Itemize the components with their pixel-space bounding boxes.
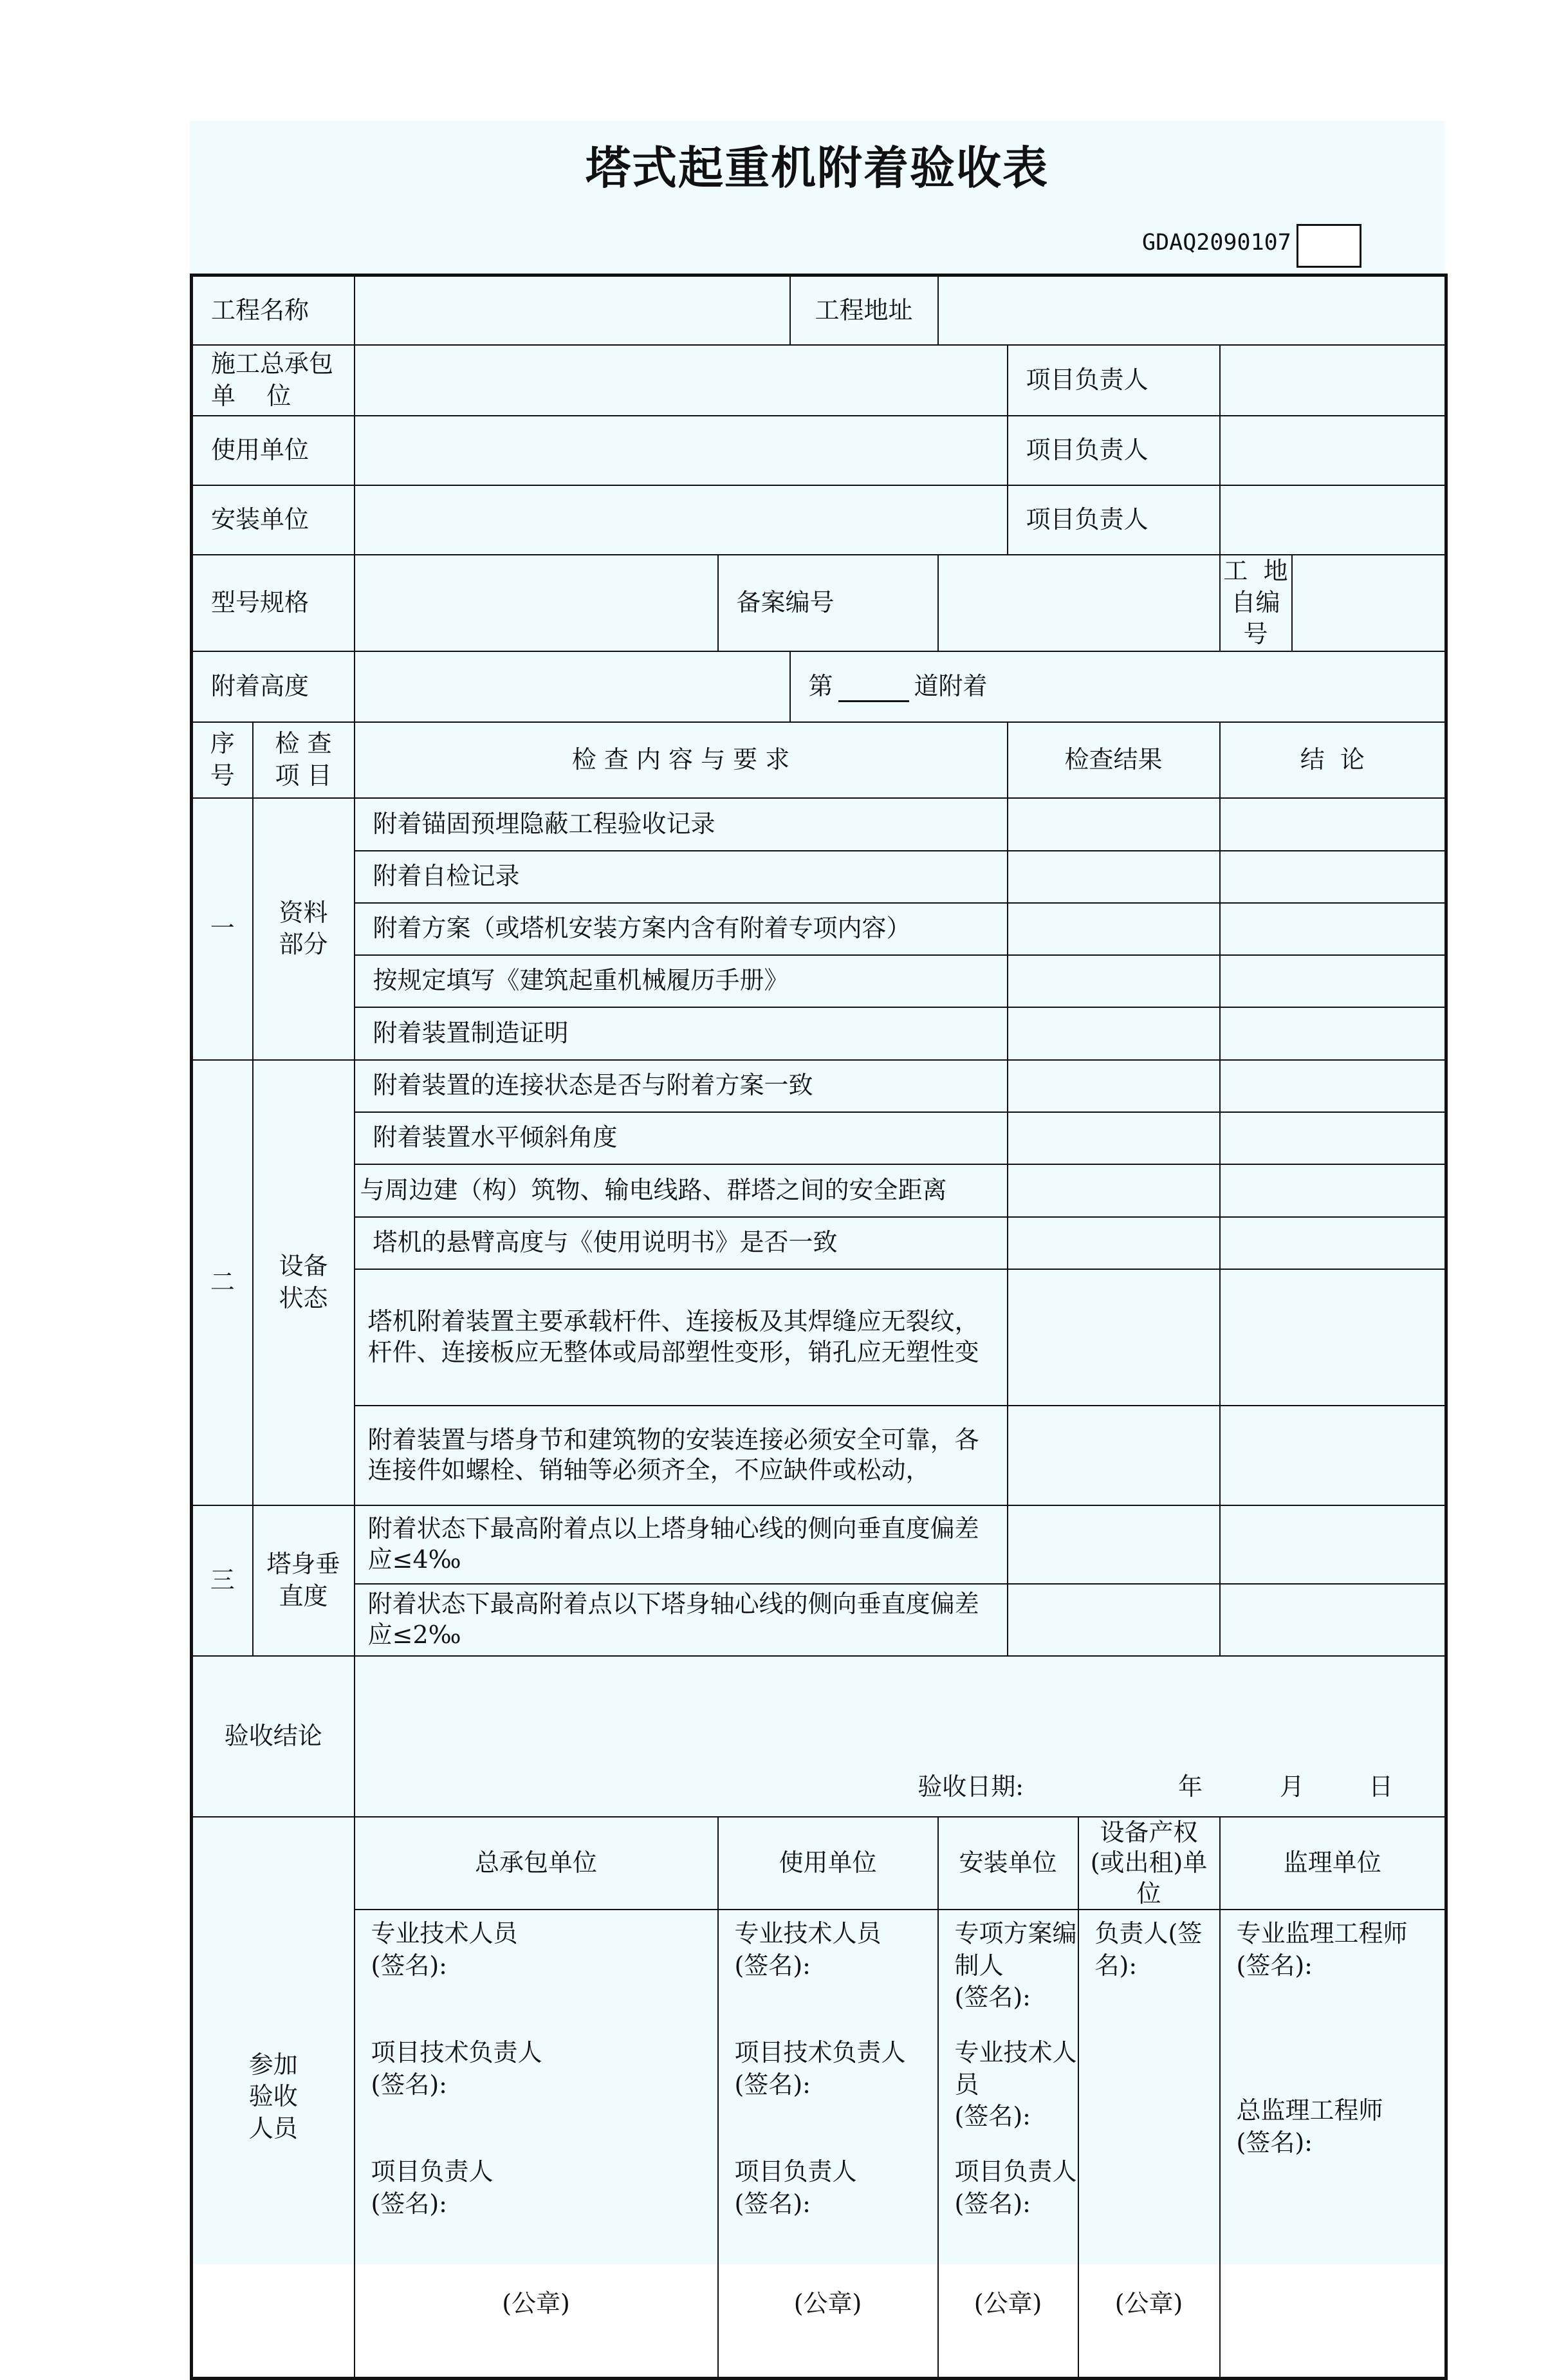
unit-equipment-owner: 设备产权 (或出租)单位 (1078, 1817, 1220, 1910)
table-row (192, 1060, 1446, 1112)
table-row (192, 1164, 1446, 1217)
conclusion-field[interactable] (1220, 1406, 1446, 1505)
attach-count: 第 道附着 (790, 651, 1446, 722)
result-field[interactable] (1008, 955, 1220, 1007)
acceptance-day: 日 (1369, 1772, 1394, 1801)
model-spec-label: 型号规格 (192, 555, 355, 651)
section-3-num: 三 (192, 1505, 253, 1656)
conclusion-field[interactable] (1220, 1007, 1446, 1060)
sig-tech-staff: 专业技术人员 (签名): (954, 2038, 1077, 2130)
sig-tech-leader: 项目技术负责人 (签名): (371, 2038, 542, 2099)
install-unit-field[interactable] (355, 485, 1008, 555)
unit-installer: 安装单位 (938, 1817, 1078, 1910)
seal-installer: (公章) (973, 2289, 1042, 2318)
seal-equipment-owner: (公章) (1114, 2289, 1183, 2318)
sig-tech-leader: 项目技术负责人 (签名): (734, 2038, 906, 2099)
row-acceptance (192, 1656, 1446, 1817)
header-conclusion: 结 论 (1220, 722, 1446, 798)
project-address-label: 工程地址 (790, 275, 938, 345)
row-project-name (192, 275, 1446, 345)
conclusion-field[interactable] (1220, 1505, 1446, 1584)
general-contractor-field[interactable] (355, 345, 1008, 416)
result-field[interactable] (1008, 1406, 1220, 1505)
conclusion-field[interactable] (1220, 798, 1446, 851)
table-row (192, 798, 1446, 851)
project-leader-label-1: 项目负责人 (1008, 345, 1220, 416)
check-item: 附着锚固预埋隐蔽工程验收记录 (355, 798, 1008, 851)
check-item: 附着状态下最高附着点以上塔身轴心线的侧向垂直度偏差 应≤4‰ (355, 1505, 1008, 1584)
result-field[interactable] (1008, 1164, 1220, 1217)
form-title: 塔式起重机附着验收表 (586, 142, 1049, 194)
unit-supervisor: 监理单位 (1220, 1817, 1446, 1910)
check-item: 按规定填写《建筑起重机械履历手册》 (355, 955, 1008, 1007)
sig-owner-leader: 负责人(签名): (1094, 1919, 1203, 1980)
sig-plan-author: 专项方案编制人 (签名): (954, 1919, 1077, 2011)
row-attach-height (192, 651, 1446, 722)
result-field[interactable] (1008, 851, 1220, 903)
record-no-label: 备案编号 (718, 555, 938, 651)
acceptance-month: 月 (1280, 1772, 1305, 1801)
header-result: 检查结果 (1008, 722, 1220, 798)
row-header (192, 722, 1446, 798)
general-contractor-label: 施工总承包 单 位 (192, 345, 355, 416)
signatures-general-contractor[interactable] (355, 1910, 718, 2378)
check-item: 附着装置水平倾斜角度 (355, 1112, 1008, 1164)
acceptance-field[interactable] (355, 1656, 1446, 1817)
signatures-equipment-owner[interactable] (1078, 1910, 1220, 2378)
sig-project-leader: 项目负责人 (签名): (371, 2157, 494, 2218)
participants-label: 参加 验收 人员 (192, 1817, 355, 2379)
section-2-name: 设备 状态 (253, 1060, 355, 1505)
form-code: GDAQ2090107 (1142, 230, 1291, 256)
sig-chief-supervisor: 总监理工程师 (签名): (1236, 2096, 1383, 2157)
project-leader-field-3[interactable] (1220, 485, 1446, 555)
check-item: 附着状态下最高附着点以下塔身轴心线的侧向垂直度偏差 应≤2‰ (355, 1584, 1008, 1656)
result-field[interactable] (1008, 1060, 1220, 1112)
project-leader-label-3: 项目负责人 (1008, 485, 1220, 555)
signatures-supervisor[interactable] (1220, 1910, 1446, 2378)
conclusion-field[interactable] (1220, 1060, 1446, 1112)
check-item: 与周边建（构）筑物、输电线路、群塔之间的安全距离 (355, 1164, 1008, 1217)
header-content: 检 查 内 容 与 要 求 (355, 722, 1008, 798)
check-item: 塔机的悬臂高度与《使用说明书》是否一致 (355, 1217, 1008, 1269)
row-signatures (192, 1910, 1446, 2378)
install-unit-label: 安装单位 (192, 485, 355, 555)
result-field[interactable] (1008, 1505, 1220, 1584)
form-code-suffix-box[interactable] (1296, 224, 1361, 268)
acceptance-form-table (190, 274, 1448, 2380)
table-row (192, 1112, 1446, 1164)
project-leader-field-1[interactable] (1220, 345, 1446, 416)
project-address-field[interactable] (938, 275, 1446, 345)
project-name-field[interactable] (355, 275, 790, 345)
check-item: 附着自检记录 (355, 851, 1008, 903)
result-field[interactable] (1008, 1112, 1220, 1164)
result-field[interactable] (1008, 798, 1220, 851)
conclusion-field[interactable] (1220, 1164, 1446, 1217)
table-row (192, 1584, 1446, 1656)
project-name-label: 工程名称 (192, 275, 355, 345)
sig-supervising-engineer: 专业监理工程师 (签名): (1236, 1919, 1408, 1980)
row-model (192, 555, 1446, 651)
sig-project-leader: 项目负责人 (签名): (954, 2157, 1077, 2218)
check-item: 附着装置制造证明 (355, 1007, 1008, 1060)
site-no-field[interactable] (1292, 555, 1446, 651)
check-item: 附着装置的连接状态是否与附着方案一致 (355, 1060, 1008, 1112)
row-user-unit (192, 416, 1446, 485)
section-2-num: 二 (192, 1060, 253, 1505)
sig-tech-staff: 专业技术人员 (签名): (734, 1919, 881, 1980)
row-general-contractor (192, 345, 1446, 416)
record-no-field[interactable] (938, 555, 1220, 651)
result-field[interactable] (1008, 1269, 1220, 1406)
conclusion-field[interactable] (1220, 903, 1446, 955)
acceptance-date-label: 验收日期: (918, 1772, 1024, 1801)
site-no-label: 工 地 自编号 (1220, 555, 1292, 651)
conclusion-field[interactable] (1220, 851, 1446, 903)
acceptance-label: 验收结论 (192, 1656, 355, 1817)
conclusion-field[interactable] (1220, 1269, 1446, 1406)
table-row (192, 903, 1446, 955)
section-1-name: 资料 部分 (253, 798, 355, 1060)
project-leader-field-2[interactable] (1220, 416, 1446, 485)
result-field[interactable] (1008, 1007, 1220, 1060)
header-seq: 序 号 (192, 722, 253, 798)
attach-height-label: 附着高度 (192, 651, 355, 722)
table-row (192, 851, 1446, 903)
table-row (192, 1007, 1446, 1060)
table-row (192, 1406, 1446, 1505)
header-item: 检 查 项 目 (253, 722, 355, 798)
row-install-unit (192, 485, 1446, 555)
table-row (192, 1269, 1446, 1406)
acceptance-year: 年 (1178, 1772, 1203, 1801)
user-unit-label: 使用单位 (192, 416, 355, 485)
attach-count-blank[interactable] (838, 676, 909, 702)
section-3-name: 塔身垂 直度 (253, 1505, 355, 1656)
result-field[interactable] (1008, 903, 1220, 955)
check-item: 附着装置与塔身节和建筑物的安装连接必须安全可靠，各 连接件如螺栓、销轴等必须齐全，不应缺件或松动， (355, 1406, 1008, 1505)
project-leader-label-2: 项目负责人 (1008, 416, 1220, 485)
sig-project-leader: 项目负责人 (签名): (734, 2157, 857, 2218)
table-row (192, 1217, 1446, 1269)
conclusion-field[interactable] (1220, 1217, 1446, 1269)
table-row (192, 1505, 1446, 1584)
signatures-user[interactable] (718, 1910, 938, 2378)
result-field[interactable] (1008, 1584, 1220, 1656)
conclusion-field[interactable] (1220, 1584, 1446, 1656)
seal-user: (公章) (793, 2289, 862, 2318)
result-field[interactable] (1008, 1217, 1220, 1269)
signatures-installer[interactable] (938, 1910, 1078, 2378)
model-spec-field[interactable] (355, 555, 718, 651)
unit-user: 使用单位 (718, 1817, 938, 1910)
conclusion-field[interactable] (1220, 1112, 1446, 1164)
attach-height-field[interactable] (355, 651, 790, 722)
section-1-num: 一 (192, 798, 253, 1060)
check-item: 附着方案（或塔机安装方案内含有附着专项内容） (355, 903, 1008, 955)
conclusion-field[interactable] (1220, 955, 1446, 1007)
unit-general-contractor: 总承包单位 (355, 1817, 718, 1910)
check-item: 塔机附着装置主要承载杆件、连接板及其焊缝应无裂纹， 杆件、连接板应无整体或局部塑性变形，销孔应无塑性变 (355, 1269, 1008, 1406)
user-unit-field[interactable] (355, 416, 1008, 485)
table-row (192, 955, 1446, 1007)
sig-tech-staff: 专业技术人员 (签名): (371, 1919, 518, 1980)
row-participant-units (192, 1817, 1446, 1910)
seal-general-contractor: (公章) (502, 2289, 570, 2318)
